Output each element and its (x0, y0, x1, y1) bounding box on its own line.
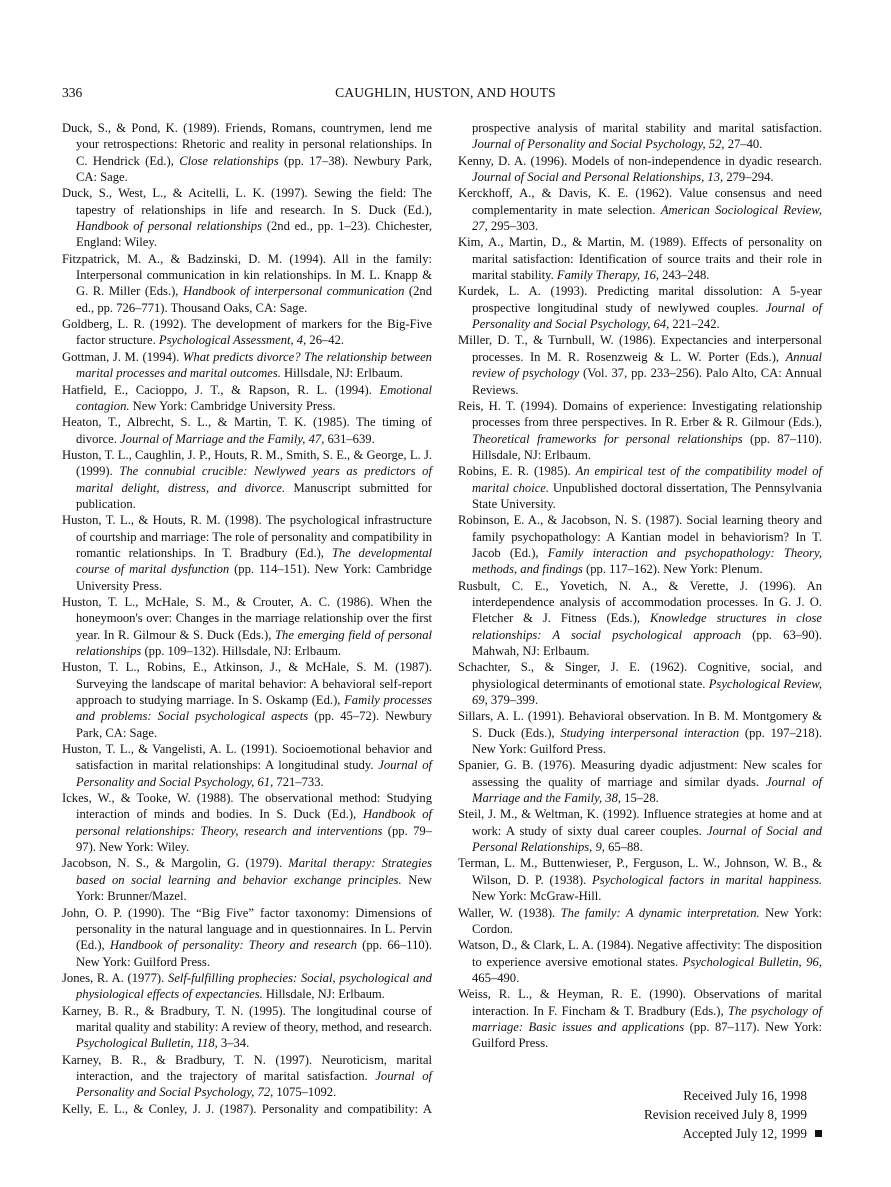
reference-source-title: Journal of Marriage and the Family, 38, (472, 774, 823, 806)
reference-source-title: Self-fulfilling prophecies: Social, psychological and physiological effects of expectancies. (76, 970, 432, 1002)
reference-entry (458, 185, 822, 234)
reference-text: Huston, T. L., & Houts, R. M. (1998). The psychological infrastructure of courtship and marriage: The role of personality and compatibility in romantic relationships. In T. Bradbury (Ed.), (62, 513, 432, 560)
reference-source-title: The family: A dynamic interpretation. (560, 905, 760, 920)
reference-text: Steil, J. M., & Weltman, K. (1992). Influence strategies at home and at work: A study of sixty dual career couples. (458, 807, 822, 838)
reference-source-title: What predicts divorce? The relationship between marital processes and marital outcomes. (76, 349, 432, 381)
reference-text: (pp. 66–110). New York: Guilford Press. (76, 938, 433, 969)
reference-source-title: Knowledge structures in close relationships: A social psychological approach (472, 611, 822, 642)
reference-text: Terman, L. M., Buttenwieser, P., Ferguson, L. W., Johnson, W. B., & Wilson, D. P. (1938). (458, 856, 822, 887)
reference-text: Unpublished doctoral dissertation, The Pennsylvania State University. (472, 480, 822, 511)
reference-entry (62, 790, 432, 855)
reference-entry (458, 708, 822, 757)
reference-source-title: Journal of Personality and Social Psychology, 72, (76, 1068, 432, 1100)
reference-text: Kurdek, L. A. (1993). Predicting marital dissolution: A 5-year prospective longitudinal study of newlywed couples. (458, 284, 822, 315)
reference-source-title: Annual review of psychology (472, 349, 822, 381)
reference-entry (62, 659, 432, 741)
reference-text: New York: Brunner/Mazel. (76, 872, 432, 904)
reference-text: Schachter, S., & Singer, J. E. (1962). Cognitive, social, and physiological determinants of emotional state. (458, 660, 822, 691)
reference-source-title: Handbook of personal relationships: Theory, research and interventions (76, 807, 432, 838)
reference-text: Huston, T. L., Caughlin, J. P., Houts, R. M., Smith, S. E., & George, L. J. (1999). (62, 447, 432, 479)
reference-text: 721–733. (273, 774, 324, 789)
reference-text: Karney, B. R., & Bradbury, T. N. (1997). Neuroticism, marital interaction, and the trajectory of marital satisfaction. (62, 1052, 432, 1083)
reference-text: Robinson, E. A., & Jacobson, N. S. (1987). Social learning theory and family psychopathology: A Kantian model in behaviorism? In T. Jacob (Ed.), (458, 513, 822, 560)
reference-source-title: Journal of Social and Personal Relationships, 9, (472, 823, 822, 855)
reference-entry (458, 120, 822, 153)
reference-text: Rusbult, C. E., Yovetich, N. A., & Verette, J. (1996). An interdependence analysis of accommodation processes. In G. J. O. Fletcher & J. Fitness (Eds.), (458, 578, 822, 626)
reference-entry (62, 1003, 432, 1052)
reference-entry (62, 1101, 432, 1117)
reference-text: Huston, T. L., & Vangelisti, A. L. (1991). Socioemotional behavior and satisfaction in marital relationships: A longitudinal study. (62, 742, 432, 773)
running-head: CAUGHLIN, HUSTON, AND HOUTS (335, 85, 556, 100)
reference-entry (62, 414, 432, 447)
reference-text: 27–40. (724, 137, 763, 152)
reference-entry (458, 398, 822, 463)
reference-source-title: Psychological Review, 69, (472, 676, 822, 708)
reference-text: Kenny, D. A. (1996). Models of non-independence in dyadic research. (458, 153, 822, 168)
received-date: Received July 16, 1998 (683, 1087, 807, 1103)
reference-text: Sillars, A. L. (1991). Behavioral observation. In B. M. Montgomery & S. Duck (Eds.), (458, 709, 822, 740)
reference-entry (62, 741, 432, 790)
reference-source-title: Psychological Assessment, 4, (158, 333, 307, 348)
reference-entry (62, 594, 432, 659)
reference-source-title: Journal of Personality and Social Psychology, 64, (472, 300, 823, 332)
references-left-column (62, 120, 432, 1117)
reference-text: Hillsdale, NJ: Erlbaum. (280, 366, 403, 381)
reference-text: New York: Cambridge University Press. (129, 398, 336, 413)
reference-text: prospective analysis of marital stability and marital satisfaction. (472, 121, 822, 135)
reference-text: (pp. 117–162). New York: Plenum. (582, 562, 763, 577)
references-right-column (458, 120, 822, 1143)
reference-source-title: Psychological factors in marital happiness. (592, 872, 823, 887)
reference-entry (458, 757, 822, 806)
reference-text: 295–303. (487, 219, 539, 234)
reference-text: Karney, B. R., & Bradbury, T. N. (1995). The longitudinal course of marital quality and stability: A review of theory, method, and research. (62, 1003, 432, 1034)
reference-text: Manuscript submitted for publication. (76, 480, 433, 511)
reference-text: 15–28. (621, 791, 659, 806)
reference-entry (62, 1052, 432, 1101)
reference-entry (62, 349, 432, 382)
reference-source-title: Close relationships (179, 153, 279, 168)
reference-text: 3–34. (217, 1036, 250, 1051)
reference-text: (pp. 87–110). Hillsdale, NJ: Erlbaum. (472, 431, 822, 462)
reference-source-title: The developmental course of marital dysfunction (76, 545, 432, 577)
accepted-date: Accepted July 12, 1999 (682, 1125, 807, 1141)
reference-source-title: Family Therapy, 16, (556, 268, 660, 283)
reference-text: Hillsdale, NJ: Erlbaum. (262, 987, 385, 1002)
reference-source-title: Journal of Marriage and the Family, 47, (120, 431, 325, 446)
reference-text: (pp. 109–132). Hillsdale, NJ: Erlbaum. (141, 644, 342, 658)
reference-source-title: Handbook of personal relationships (76, 219, 263, 234)
reference-text: Jacobson, N. S., & Margolin, G. (1979). (62, 856, 289, 871)
reference-text: Duck, S., West, L., & Acitelli, L. K. (1997). Sewing the field: The tapestry of relationships in life and research. In S. Duck (Ed.), (62, 186, 432, 217)
reference-entry (458, 332, 822, 397)
reference-text: Duck, S., & Pond, K. (1989). Friends, Romans, countrymen, lend me your retrospections: Rhetoric and reality in personal relationships. In C. Hendrick (Ed.), (62, 121, 432, 168)
reference-entry (458, 905, 822, 938)
reference-text: Heaton, T., Albrecht, S. L., & Martin, T. K. (1985). The timing of divorce. (62, 415, 432, 446)
reference-text: (pp. 197–218). New York: Guilford Press. (472, 725, 823, 757)
reference-text: Spanier, G. B. (1976). Measuring dyadic adjustment: New scales for assessing the quality of marriage and similar dyads. (458, 758, 822, 789)
reference-entry (62, 382, 432, 415)
reference-source-title: Psychological Bulletin, 96, (682, 954, 822, 969)
manuscript-history (458, 1086, 822, 1143)
reference-source-title: Family interaction and psychopathology: Theory, methods, and findings (472, 545, 822, 577)
reference-text: Watson, D., & Clark, L. A. (1984). Negative affectivity: The disposition to experience aversive emotional states. (458, 938, 822, 969)
reference-source-title: An empirical test of the compatibility model of marital choice. (472, 464, 822, 495)
reference-source-title: Family processes and problems: Social psychological aspects (76, 693, 432, 724)
reference-text: Huston, T. L., McHale, S. M., & Crouter, A. C. (1986). When the honeymoon's over: Changes in the marriage relationship over the first year. In R. Gilmour & S. Duck (Eds.), (62, 594, 432, 642)
reference-text: (pp. 45–72). Newbury Park, CA: Sage. (76, 709, 433, 740)
reference-text: New York: McGraw-Hill. (472, 889, 602, 904)
reference-source-title: Studying interpersonal interaction (560, 725, 740, 740)
reference-text: 26–42. (306, 333, 345, 348)
reference-entry (458, 937, 822, 986)
reference-text: (pp. 17–38). Newbury Park, CA: Sage. (76, 153, 432, 185)
reference-text: 65–88. (604, 840, 643, 855)
reference-entry (458, 234, 822, 283)
reference-source-title: Handbook of interpersonal communication (183, 284, 405, 299)
reference-text: (Vol. 37, pp. 233–256). Palo Alto, CA: Annual Reviews. (472, 366, 822, 397)
reference-text: 279–294. (723, 170, 774, 185)
reference-entry (458, 153, 822, 186)
reference-text: Kelly, E. L., & Conley, J. J. (1987). Personality and compatibility: A (62, 1101, 432, 1116)
reference-source-title: Marital therapy: Strategies based on social learning and behavior exchange principles. (76, 856, 432, 887)
reference-text: 221–242. (669, 317, 720, 332)
page-number: 336 (62, 85, 83, 100)
reference-text: Gottman, J. M. (1994). (62, 349, 183, 364)
reference-text: Ickes, W., & Tooke, W. (1988). The observational method: Studying interaction of minds and bodies. In S. Duck (Ed.), (62, 791, 432, 822)
reference-entry (62, 905, 432, 970)
reference-entry (458, 578, 822, 660)
reference-source-title: Theoretical frameworks for personal relationships (472, 431, 743, 446)
reference-text: Waller, W. (1938). (458, 905, 561, 920)
reference-entry (62, 970, 432, 1003)
reference-text: Jones, R. A. (1977). (62, 970, 169, 985)
reference-text: 1075–1092. (273, 1085, 337, 1100)
reference-entry (62, 120, 432, 185)
reference-text: 243–248. (659, 268, 710, 283)
reference-source-title: Journal of Social and Personal Relationships, 13, (472, 170, 724, 185)
reference-entry (62, 855, 432, 904)
reference-entry (458, 806, 822, 855)
reference-entry (62, 251, 432, 316)
reference-entry (62, 447, 432, 512)
reference-text: Robins, E. R. (1985). (458, 464, 576, 479)
reference-entry (62, 512, 432, 594)
reference-text: Hatfield, E., Cacioppo, J. T., & Rapson, R. L. (1994). (62, 382, 380, 397)
reference-entry (458, 283, 822, 332)
reference-text: Miller, D. T., & Turnbull, W. (1986). Expectancies and interpersonal processes. In M. R. Rosenzweig & L. W. Porter (Eds.), (458, 333, 822, 364)
reference-text: Kim, A., Martin, D., & Martin, M. (1989). Effects of personality on marital satisfaction: Identification of source traits and their role in marital stability. (458, 235, 822, 283)
reference-entry (458, 512, 822, 577)
reference-source-title: American Sociological Review, 27, (472, 202, 822, 234)
reference-text: (2nd ed., pp. 726–771). Thousand Oaks, CA: Sage. (76, 284, 433, 315)
reference-entry (458, 855, 822, 904)
reference-source-title: Handbook of personality: Theory and research (109, 938, 357, 953)
reference-text: (pp. 79–97). New York: Wiley. (76, 823, 432, 855)
reference-text: Goldberg, L. R. (1992). The development of markers for the Big-Five factor structure. (62, 317, 432, 348)
reference-source-title: The psychology of marriage: Basic issues and applications (472, 1003, 822, 1034)
reference-text: Reis, H. T. (1994). Domains of experience: Investigating relationship processes from three perspectives. In R. Erber & R. Gilmour (Eds.), (458, 398, 822, 430)
reference-text: New York: Cordon. (472, 905, 823, 936)
reference-text: (pp. 114–151). New York: Cambridge University Press. (76, 562, 432, 593)
reference-source-title: Emotional contagion. (76, 382, 432, 413)
references-right-list (458, 120, 822, 1052)
reference-entry (458, 986, 822, 1051)
reference-entry (62, 185, 432, 250)
reference-text: (2nd ed., pp. 1–23). Chichester, England: Wiley. (76, 219, 432, 250)
reference-text: 379–399. (487, 693, 539, 708)
accepted-line (458, 1124, 822, 1143)
revision-date: Revision received July 8, 1999 (644, 1106, 807, 1122)
reference-source-title: The connubial crucible: Newlywed years as predictors of marital delight, distress, and divorce. (76, 464, 432, 495)
reference-text: Fitzpatrick, M. A., & Badzinski, D. M. (1994). All in the family: Interpersonal communication in kin relationships. In M. L. Knapp & G. R. Miller (Eds.), (62, 251, 432, 299)
reference-text: 465–490. (472, 970, 520, 985)
reference-text: John, O. P. (1990). The “Big Five” factor taxonomy: Dimensions of personality in the natural language and in questionnaires. In L. Pervin (Ed.), (62, 905, 432, 953)
reference-entry (62, 316, 432, 349)
reference-text: Weiss, R. L., & Heyman, R. E. (1990). Observations of marital interaction. In F. Fincham & T. Bradbury (Eds.), (458, 987, 822, 1018)
reference-entry (458, 463, 822, 512)
reference-source-title: Journal of Personality and Social Psychology, 52, (472, 137, 725, 152)
reference-source-title: Psychological Bulletin, 118, (76, 1036, 218, 1051)
end-of-article-mark (815, 1130, 822, 1137)
reference-text: Huston, T. L., Robins, E., Atkinson, J., & McHale, S. M. (1987). Surveying the landscape of marital behavior: A behavioral self-report approach to studying marriage. In S. Oskamp (Ed.), (62, 660, 432, 708)
reference-source-title: Journal of Personality and Social Psychology, 61, (76, 758, 433, 789)
reference-text: (pp. 87–117). New York: Guilford Press. (472, 1019, 823, 1051)
reference-entry (458, 659, 822, 708)
reference-text: 631–639. (324, 431, 375, 446)
reference-text: Kerckhoff, A., & Davis, K. E. (1962). Value consensus and need complementarity in mate selection. (458, 186, 822, 217)
reference-text: (pp. 63–90). Mahwah, NJ: Erlbaum. (472, 627, 822, 658)
reference-source-title: The emerging field of personal relationships (76, 627, 432, 658)
